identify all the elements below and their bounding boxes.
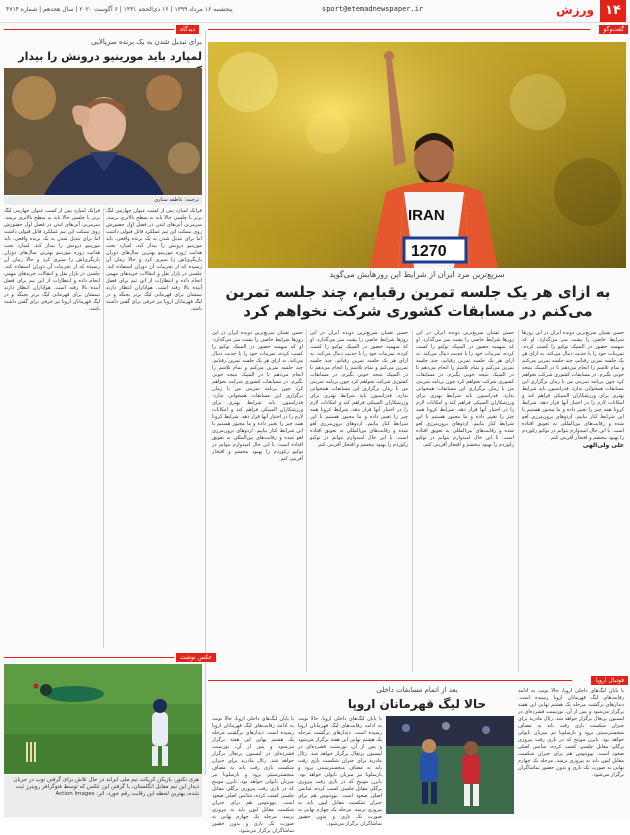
bib-number-text: 1270 [411,243,447,260]
europa-body-col-4: با پایان لیگ‌های داخلی اروپا، حالا نوبت به ادامه رقابت‌های لیگ قهرمانان اروپا رسیده است. دیدارهای برگشت مرحله یک هشتم نهایی این هفته برگزار می‌شود و پس از آن، تورنمنت فشرده‌ای در لیسبون پرتغال برگزار خواهد شد. رئال مادرید برای جبران شکست بازی رفت باید به مصاف منچسترسیتی برود و بارسلونا نیز میزبان ناپولی خواهد بود. بایرن مونیخ که در بازی رفت پیروزی پرگلی مقابل چلسی کسب کرده، شانس اصلی صعود است. یوونتوس هم برای جبران شکست مقابل لیون باید به پیروزی برسد. مرحله یک چهارم نهایی به صورت تک بازی و بدون حضور تماشاگران برگزار می‌شود. [212,716,294,834]
divider [306,330,307,672]
main-body-col-3: حسن تفتیان سریع‌ترین دونده ایران در این روزها شرایط خاصی را پشت سر می‌گذارد. او که سهمیه حضور در المپیک توکیو را کسب کرده، تمرینات خود را با جدیت دنبال می‌کند. به ازای هر یک جلسه تمرین رقبایم، چند جلسه تمرین می‌کنم و تمام تلاشم را انجام می‌دهم تا در المپیک نتیجه خوبی بگیرم. در مسابقات کشوری شرکت نخواهم کرد چون برنامه تمرینی من با زمان برگزاری این مسابقات همخوانی ندارد. فدراسیون باید شرایط بهتری برای ورزشکاران المپیکی فراهم کند و امکانات لازم را در اختیار آنها قرار دهد. شرایط کرونا همه چیز را تغییر داده و ما مجبور هستیم با این شرایط کنار بیاییم. اردوهای برون‌مرزی لغو شده و رقابت‌های بین‌المللی به تعویق افتاده است. با این حال امیدوارم بتوانم در توکیو رکوردم را بهبود ببخشم و افتخار آفرینی کنم. [310,330,408,448]
section-email: sport@etemadnewspaper.ir [322,5,424,13]
section-title: ورزش [556,3,594,17]
interview-tag: گفت‌وگو [599,25,628,34]
divider [103,208,104,648]
cricket-caption: هری تکتور، بازیکن کریکت تیم ملی ایرلند در حال تلاش برای گرفتن توپ در جریان دیدار این تیم مقابل انگلستان، با گرفتن این عکس که توسط فتوگرافر رویترز ثبت شده، بهترین لحظه این رقابت رقم خورد. اثر: Action Images [4,775,202,817]
side-body-col-2: فرانک لمپارد پس از کسب عنوان چهارمی لیگ برتر با چلسی حالا باید به سطح بالاتری برسد. سرمربی آبی‌های لندن در فصل اول حضورش روی نیمکت این تیم عملکرد قابل قبولی داشت اما برای تبدیل شدن به یک برنده واقعی، باید مورینیو درونش را بیدار کند. لمپارد تحت هدایت ژوزه مورینیو بهترین سال‌های دوران بازیگری‌اش را سپری کرد و حالا زمان آن رسیده که از تجربیات آن دوران استفاده کند. چلسی در بازار نقل و انتقالات خریدهای مهمی انجام داده و انتظارات از این تیم برای فصل آینده بالا رفته است. هواداران انتظار دارند تیمشان برای قهرمانی لیگ برتر بجنگد و در لیگ قهرمانان اروپا نیز حرفی برای گفتن داشته باشد. [4,208,100,312]
interview-rule [208,29,590,30]
sprinter-photo [208,42,626,268]
europa-kicker: بعد از اتمام مسابقات داخلی [376,686,458,694]
divider [205,30,206,775]
main-body-col-1: حسن تفتیان سریع‌ترین دونده ایران در این روزها شرایط خاصی را پشت سر می‌گذارد. او که سهمیه حضور در المپیک توکیو را کسب کرده، تمرینات خود را با جدیت دنبال می‌کند. به ازای هر یک جلسه تمرین رقبایم، چند جلسه تمرین می‌کنم و تمام تلاشم را انجام می‌دهم تا در المپیک نتیجه خوبی بگیرم. در مسابقات کشوری شرکت نخواهم کرد چون برنامه تمرینی من با زمان برگزاری این مسابقات همخوانی ندارد. فدراسیون باید شرایط بهتری برای ورزشکاران المپیکی فراهم کند و امکانات لازم را در اختیار آنها قرار دهد. شرایط کرونا همه چیز را تغییر داده و ما مجبور هستیم با این شرایط کنار بیاییم. اردوهای برون‌مرزی لغو شده و رقابت‌های بین‌المللی به تعویق افتاده است. با این حال امیدوارم بتوانم در توکیو رکوردم را بهبود ببخشم و افتخار آفرینی کنم. [522,330,624,441]
main-body-col-2: حسن تفتیان سریع‌ترین دونده ایران در این روزها شرایط خاصی را پشت سر می‌گذارد. او که سهمیه حضور در المپیک توکیو را کسب کرده، تمرینات خود را با جدیت دنبال می‌کند. به ازای هر یک جلسه تمرین رقبایم، چند جلسه تمرین می‌کنم و تمام تلاشم را انجام می‌دهم تا در المپیک نتیجه خوبی بگیرم. در مسابقات کشوری شرکت نخواهم کرد چون برنامه تمرینی من با زمان برگزاری این مسابقات همخوانی ندارد. فدراسیون باید شرایط بهتری برای ورزشکاران المپیکی فراهم کند و امکانات لازم را در اختیار آنها قرار دهد. شرایط کرونا همه چیز را تغییر داده و ما مجبور هستیم با این شرایط کنار بیاییم. اردوهای برون‌مرزی لغو شده و رقابت‌های بین‌المللی به تعویق افتاده است. با این حال امیدوارم بتوانم در توکیو رکوردم را بهبود ببخشم و افتخار آفرینی کنم. [416,330,514,448]
europa-body-col-1: با پایان لیگ‌های داخلی اروپا، حالا نوبت به ادامه رقابت‌های لیگ قهرمانان اروپا رسیده است. دیدارهای برگشت مرحله یک هشتم نهایی این هفته برگزار می‌شود و پس از آن، تورنمنت فشرده‌ای در لیسبون پرتغال برگزار خواهد شد. رئال مادرید برای جبران شکست بازی رفت باید به مصاف منچسترسیتی برود و بارسلونا نیز میزبان ناپولی خواهد بود. بایرن مونیخ که در بازی رفت پیروزی پرگلی مقابل چلسی کسب کرده، شانس اصلی صعود است. یوونتوس هم برای جبران شکست مقابل لیون باید به پیروزی برسد. مرحله یک چهارم نهایی به صورت تک بازی و بدون حضور تماشاگران برگزار می‌شود. [518,688,624,778]
bib-country-text: IRAN [408,207,445,224]
european-football-tag: فوتبال اروپا [591,676,628,685]
divider [518,330,519,672]
europa-headline: حالا لیگ قهرمانان اروپا [347,697,487,711]
opinion-tag: دیدگاه [176,25,199,34]
football-photo [386,716,514,814]
main-body-col-4: حسن تفتیان سریع‌ترین دونده ایران در این روزها شرایط خاصی را پشت سر می‌گذارد. او که سهمیه حضور در المپیک توکیو را کسب کرده، تمرینات خود را با جدیت دنبال می‌کند. به ازای هر یک جلسه تمرین رقبایم، چند جلسه تمرین می‌کنم و تمام تلاشم را انجام می‌دهم تا در المپیک نتیجه خوبی بگیرم. در مسابقات کشوری شرکت نخواهم کرد چون برنامه تمرینی من با زمان برگزاری این مسابقات همخوانی ندارد. فدراسیون باید شرایط بهتری برای ورزشکاران المپیکی فراهم کند و امکانات لازم را در اختیار آنها قرار دهد. شرایط کرونا همه چیز را تغییر داده و ما مجبور هستیم با این شرایط کنار بیاییم. اردوهای برون‌مرزی لغو شده و رقابت‌های بین‌المللی به تعویق افتاده است. با این حال امیدوارم بتوانم در توکیو رکوردم را بهبود ببخشم و افتخار آفرینی کنم. [212,330,303,462]
divider [412,330,413,672]
photo-rule [4,657,174,658]
side-author: ترجمه: عاطفه ستاری [4,196,202,205]
europa-body-col-3: با پایان لیگ‌های داخلی اروپا، حالا نوبت به ادامه رقابت‌های لیگ قهرمانان اروپا رسیده است. دیدارهای برگشت مرحله یک هشتم نهایی این هفته برگزار می‌شود و پس از آن، تورنمنت فشرده‌ای در لیسبون پرتغال برگزار خواهد شد. رئال مادرید برای جبران شکست بازی رفت باید به مصاف منچسترسیتی برود و بارسلونا نیز میزبان ناپولی خواهد بود. بایرن مونیخ که در بازی رفت پیروزی پرگلی مقابل چلسی کسب کرده، شانس اصلی صعود است. یوونتوس هم برای جبران شکست مقابل لیون باید به پیروزی برسد. مرحله یک چهارم نهایی به صورت تک بازی و بدون حضور تماشاگران برگزار می‌شود. [298,716,382,827]
cricket-photo [4,664,202,774]
page-number: ۱۴ [600,0,626,22]
dateline: پنجشنبه ۱۶ مرداد ۱۳۹۹ | ۱۶ ذی‌الحجه ۱۴۴۱ | ۶ آگوست ۲۰۲۰ | سال هجدهم | شماره ۴۷۱۴ [6,6,233,13]
main-byline: علی ولی‌الهی [522,442,624,449]
side-headline: لمپارد باید مورینیو درونش را بیدار [18,50,202,63]
side-kicker: برای تبدیل شدن به یک برنده سرپالایی [91,38,202,46]
photo-caption-tag: عکس نوشت [176,653,216,662]
opinion-rule [4,29,174,30]
page-header [0,0,630,23]
europa-rule [208,680,572,681]
side-body-col-1: فرانک لمپارد پس از کسب عنوان چهارمی لیگ برتر با چلسی حالا باید به سطح بالاتری برسد. سرمربی آبی‌های لندن در فصل اول حضورش روی نیمکت این تیم عملکرد قابل قبولی داشت اما برای تبدیل شدن به یک برنده واقعی، باید مورینیو درونش را بیدار کند. لمپارد تحت هدایت ژوزه مورینیو بهترین سال‌های دوران بازیگری‌اش را سپری کرد و حالا زمان آن رسیده که از تجربیات آن دوران استفاده کند. چلسی در بازار نقل و انتقالات خریدهای مهمی انجام داده و انتظارات از این تیم برای فصل آینده بالا رفته است. هواداران انتظار دارند تیمشان برای قهرمانی لیگ برتر بجنگد و در لیگ قهرمانان اروپا نیز حرفی برای گفتن داشته باشد. [106,208,202,312]
main-kicker: سریع‌ترین مرد ایران از شرایط این روزهایش می‌گوید [329,270,505,279]
main-headline: به ازای هر یک جلسه تمرین رقبایم، چند جلسه تمرین می‌کنم در مسابقات کشوری شرکت نخواهم کرد [225,283,611,320]
lampard-photo [4,68,202,195]
